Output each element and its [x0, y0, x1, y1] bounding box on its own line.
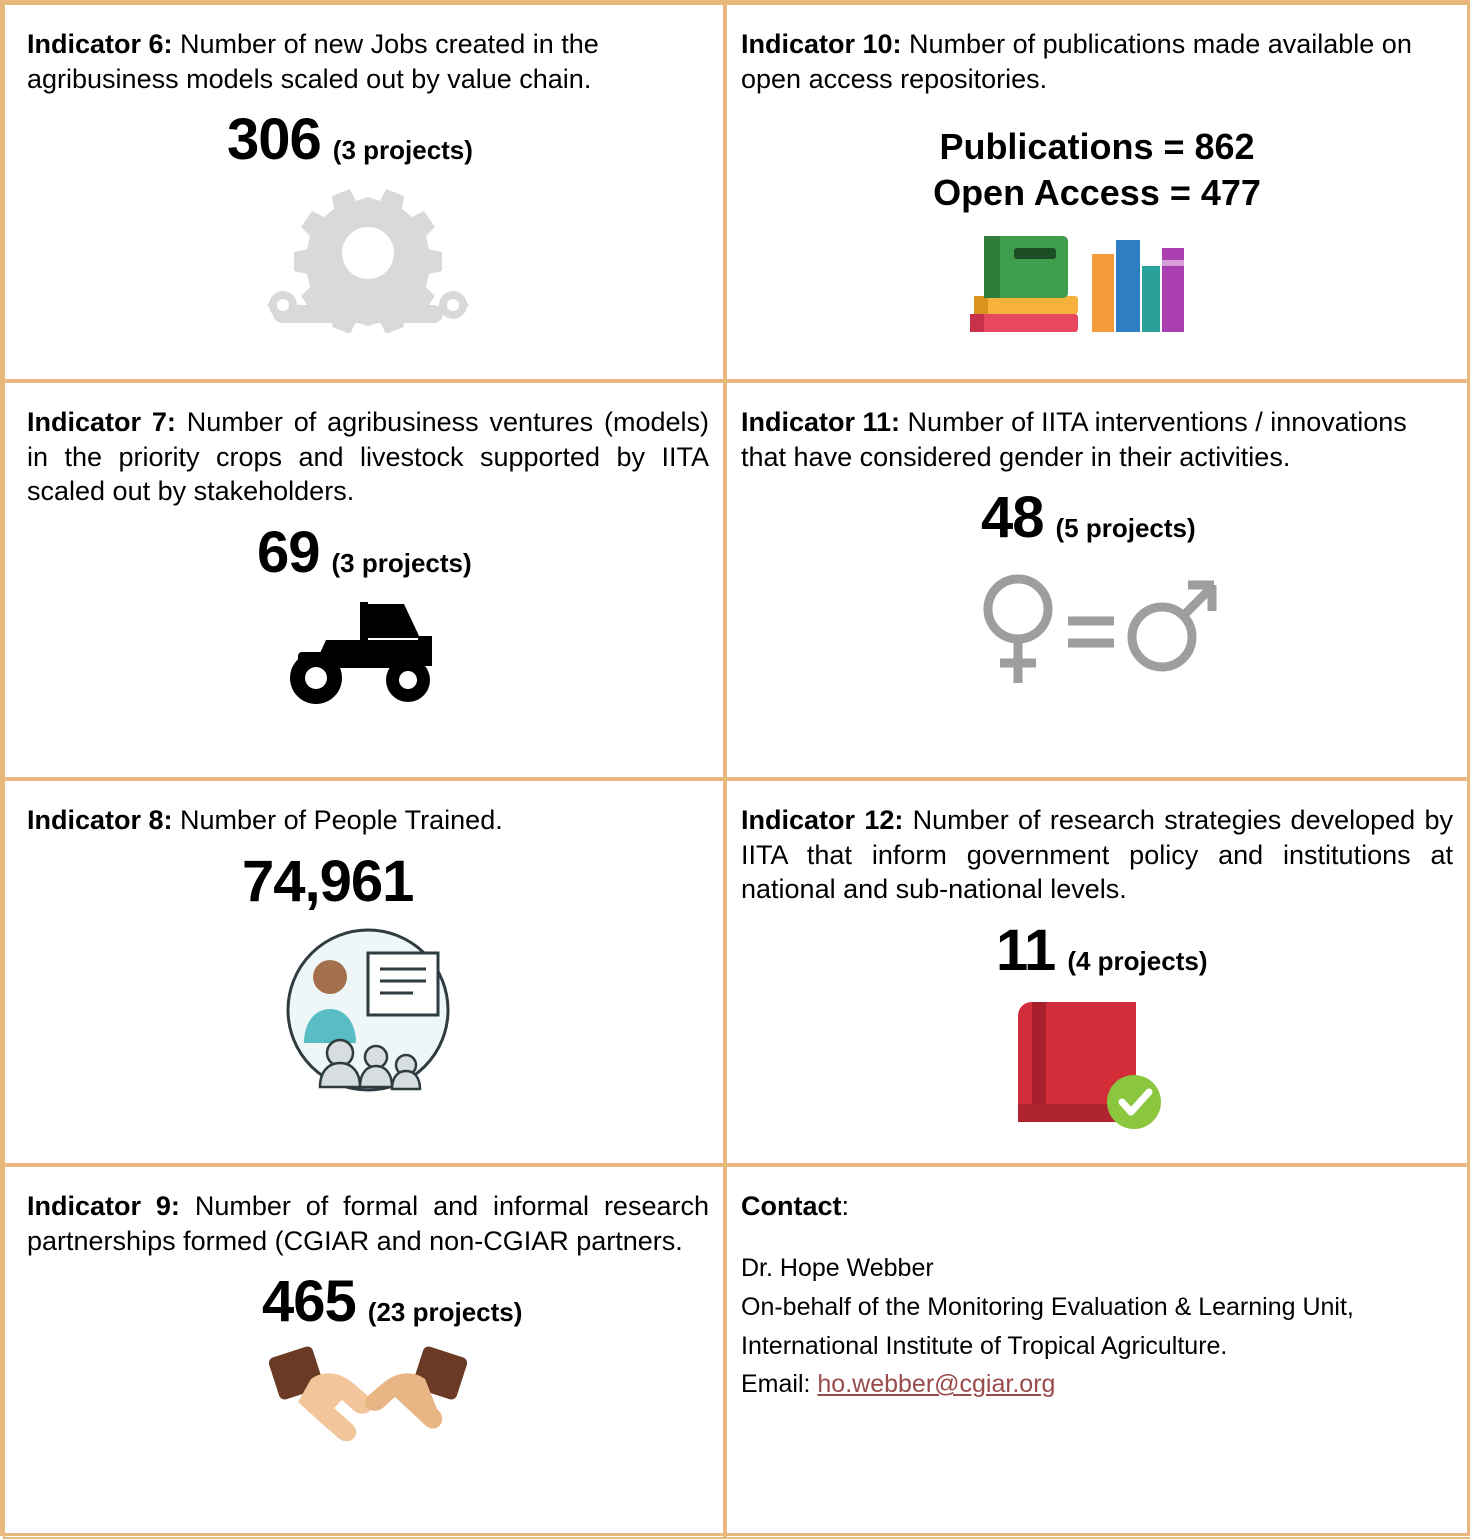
training-icon	[268, 925, 468, 1095]
indicator-6-cell	[3, 3, 725, 381]
indicator-11-cell	[725, 381, 1470, 779]
contact-role: On-behalf of the Monitoring Evaluation & Learning Unit,	[741, 1292, 1354, 1321]
indicator-10-heading	[741, 27, 1453, 96]
indicator-6-label: Indicator 6:	[27, 29, 173, 59]
gender-equality-icon	[972, 561, 1222, 691]
publications-total: Publications = 862	[939, 126, 1255, 168]
indicator-6-projects: (3 projects)	[332, 135, 473, 166]
contact-title-colon: :	[841, 1191, 850, 1221]
indicator-10-text: Number of publications made available on open access repositories.	[741, 29, 1412, 94]
indicator-9-heading	[27, 1189, 709, 1258]
indicator-9-projects: (23 projects)	[367, 1297, 523, 1328]
indicator-9-cell	[3, 1165, 725, 1539]
indicator-9-value: 465	[262, 1269, 356, 1335]
contact-cell	[725, 1165, 1470, 1539]
indicator-9-icon-wrap	[27, 1345, 709, 1455]
indicator-9-label: Indicator 9:	[27, 1191, 180, 1221]
policy-book-check-icon	[1012, 994, 1182, 1134]
indicator-8-icon-wrap	[27, 925, 709, 1095]
indicator-6-text: Number of new Jobs created in the agribusiness models scaled out by value chain.	[27, 29, 599, 94]
indicator-11-projects: (5 projects)	[1055, 513, 1196, 544]
indicator-7-icon-wrap	[27, 596, 709, 706]
indicator-12-label: Indicator 12:	[741, 805, 904, 835]
indicator-12-heading	[741, 803, 1453, 907]
indicator-8-cell	[3, 779, 725, 1165]
indicator-12-text: Number of research strategies developed by IITA that inform government policy and institutions at national and sub-national levels.	[741, 805, 1453, 905]
indicator-11-label: Indicator 11:	[741, 407, 901, 437]
contact-email-link[interactable]: ho.webber@cgiar.org	[817, 1370, 1056, 1399]
indicator-7-value: 69	[257, 519, 320, 585]
indicator-12-icon-wrap	[741, 994, 1453, 1134]
indicator-8-heading	[27, 803, 709, 838]
indicator-6-heading	[27, 27, 709, 96]
contact-name: Dr. Hope Webber	[741, 1254, 934, 1282]
handshake-icon	[263, 1345, 473, 1455]
indicator-11-value: 48	[981, 485, 1044, 551]
indicator-7-projects: (3 projects)	[331, 547, 472, 578]
contact-email-line	[741, 1365, 1453, 1404]
indicator-6-value: 306	[227, 107, 321, 173]
indicator-6-value-row	[27, 106, 709, 173]
indicator-8-value-row	[27, 848, 709, 915]
contact-details	[741, 1249, 1453, 1404]
indicator-12-value-row	[741, 917, 1453, 984]
indicator-10-label: Indicator 10:	[741, 29, 902, 59]
indicator-9-value-row	[27, 1268, 709, 1335]
indicator-12-projects: (4 projects)	[1067, 945, 1208, 976]
gear-wrench-icon	[263, 183, 473, 333]
indicator-11-icon-wrap	[741, 561, 1453, 691]
indicator-6-icon-wrap	[27, 183, 709, 333]
contact-email-label: Email:	[741, 1370, 818, 1399]
contact-org: International Institute of Tropical Agriculture.	[741, 1331, 1228, 1360]
open-access-total: Open Access = 477	[933, 172, 1261, 214]
indicator-7-value-row	[27, 519, 709, 586]
contact-title	[741, 1191, 1453, 1222]
indicator-10-icon-wrap	[741, 226, 1453, 341]
indicator-7-label: Indicator 7:	[27, 407, 176, 437]
indicator-9-text: Number of formal and informal research partnerships formed (CGIAR and non-CGIAR partners.	[27, 1191, 709, 1256]
indicator-12-value: 11	[996, 917, 1056, 983]
indicator-10-cell	[725, 3, 1470, 381]
indicator-11-heading	[741, 405, 1453, 474]
tractor-icon	[268, 596, 468, 706]
indicator-8-label: Indicator 8:	[27, 805, 173, 835]
indicator-11-value-row	[741, 484, 1453, 551]
contact-title-text: Contact	[741, 1191, 842, 1221]
indicator-7-text: Number of agribusiness ventures (models) in the priority crops and livestock supported by IITA scaled out by stakeholders.	[27, 407, 709, 507]
books-icon	[962, 226, 1232, 341]
indicator-7-cell	[3, 381, 725, 779]
indicator-7-heading	[27, 405, 709, 509]
indicator-8-value: 74,961	[242, 848, 414, 914]
indicator-12-cell	[725, 779, 1470, 1165]
indicator-8-text: Number of People Trained.	[172, 805, 503, 835]
indicator-11-text: Number of IITA interventions / innovations that have considered gender in their activities.	[741, 407, 1407, 472]
indicator-10-stats	[741, 124, 1453, 216]
